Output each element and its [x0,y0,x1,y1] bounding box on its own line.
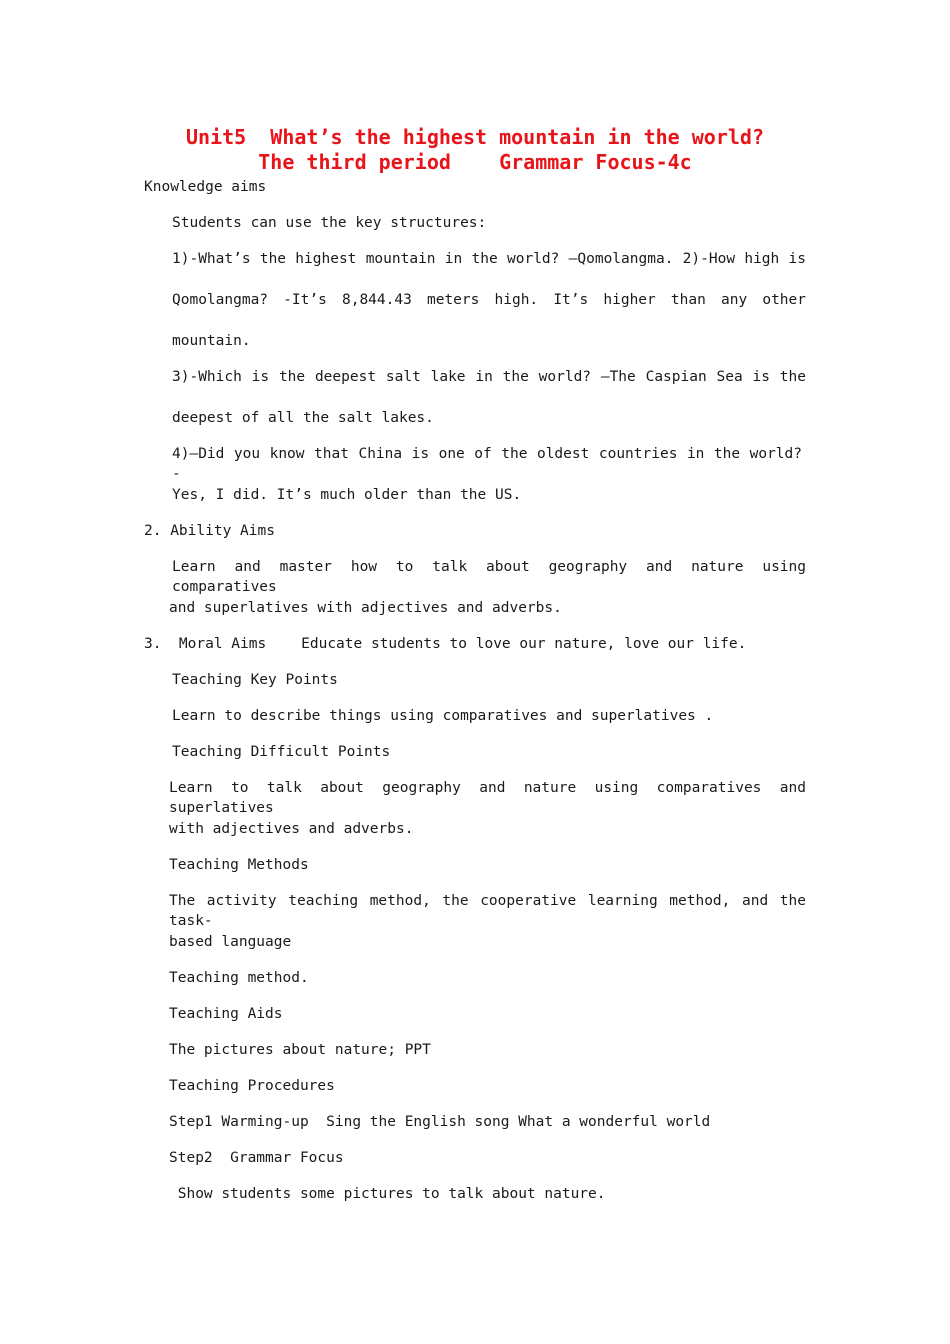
difficult-points-heading: Teaching Difficult Points [172,744,391,760]
item1-line1: 1)-What’s the highest mountain in the world? –Qomolangma. 2)-How high is [172,251,806,267]
procedures-heading: Teaching Procedures [169,1078,335,1094]
methods-line3: Teaching method. [169,970,309,986]
difficult-line2: with adjectives and adverbs. [169,821,414,837]
show-pictures-line: Show students some pictures to talk about nature. [169,1186,606,1202]
step1-line: Step1 Warming-up Sing the English song What a wonderful world [169,1114,711,1130]
item1-line3: mountain. [172,333,251,349]
item4-line1: 4)—Did you know that China is one of the oldest countries in the world? - [172,446,802,482]
aids-text: The pictures about nature; PPT [169,1042,431,1058]
key-points-text: Learn to describe things using comparatives and superlatives . [172,708,714,724]
key-structures-intro: Students can use the key structures: [172,215,487,231]
key-points-heading: Teaching Key Points [172,672,338,688]
step2-line: Step2 Grammar Focus [169,1150,344,1166]
item4-line2: Yes, I did. It’s much older than the US. [172,487,522,503]
methods-heading: Teaching Methods [169,857,309,873]
knowledge-aims-heading: Knowledge aims [144,179,267,195]
title-line-2: The third period Grammar Focus-4c [258,150,692,174]
ability-aims-heading: 2. Ability Aims [144,523,275,539]
methods-line1: The activity teaching method, the cooperative learning method, and the task- [169,893,806,929]
item3-line2: deepest of all the salt lakes. [172,410,434,426]
ability-line2: and superlatives with adjectives and adverbs. [169,600,562,616]
difficult-line1: Learn to talk about geography and nature using comparatives and superlatives [169,780,806,816]
item1-line2: Qomolangma? -It’s 8,844.43 meters high. It’s higher than any other [172,292,806,308]
aids-heading: Teaching Aids [169,1006,283,1022]
moral-aims-line: 3. Moral Aims Educate students to love our nature, love our life. [144,636,747,652]
methods-line2: based language [169,934,292,950]
ability-line1: Learn and master how to talk about geography and nature using comparatives [172,559,806,595]
title-line-1: Unit5 What’s the highest mountain in the world? [186,125,764,149]
item3-line1: 3)-Which is the deepest salt lake in the world? –The Caspian Sea is the [172,369,806,385]
